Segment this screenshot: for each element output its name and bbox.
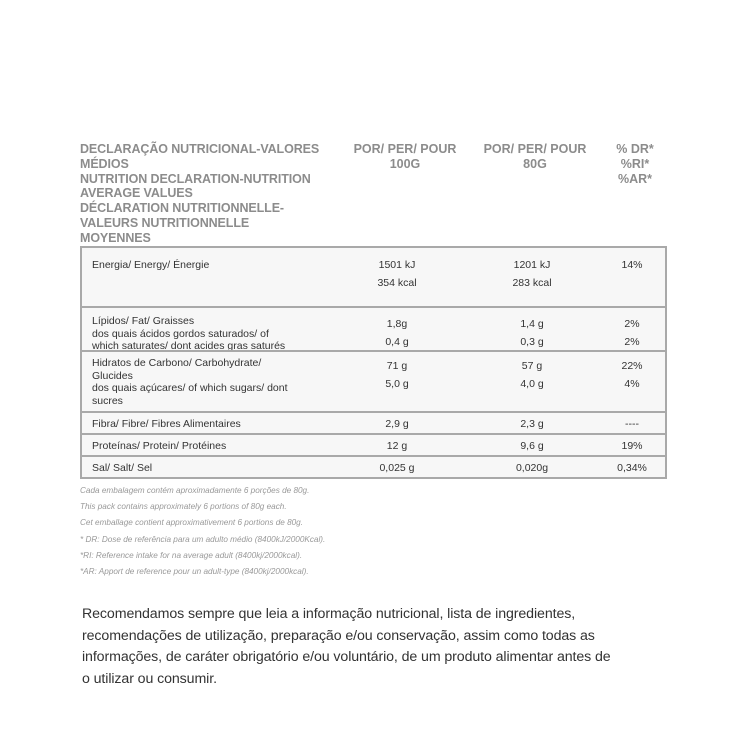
table-row-carbohydrate (82, 350, 665, 411)
row-label: Proteínas/ Protein/ Protéines (92, 440, 227, 452)
footnote: *AR: Apport de reference pour un adult-type (8400kj/2000kcal). (80, 567, 309, 577)
value-reference-intake: 19% (621, 440, 643, 452)
column-header-per-100g: POR/ PER/ POUR 100G (353, 142, 457, 171)
row-label: Lípidos/ Fat/ Graisses dos quais ácidos gordos saturados/ of which saturates/ dont acides gras saturés (92, 315, 286, 352)
row-label: Sal/ Salt/ Sel (92, 462, 153, 474)
value-per-100g: 0,025 g (379, 462, 415, 474)
value-per-100g: 1501 kJ 354 kcal (377, 259, 417, 289)
value-per-80g: 0,020g (515, 462, 549, 474)
table-row-energy (82, 248, 665, 306)
footnotes (80, 483, 420, 580)
value-per-80g: 57 g 4,0 g (520, 360, 544, 390)
value-reference-intake: 22% 4% (621, 360, 643, 390)
recommendation-paragraph: Recomendamos sempre que leia a informação nutricional, lista de ingredientes, recomendações de utilização, preparação e/ou conservação, assim como todas as informações, de caráter obrigatório e/ou voluntário, de um produto alimentar antes de o utilizar ou consumir. (82, 606, 611, 687)
table-row-fat (82, 306, 665, 350)
value-reference-intake: 2% 2% (624, 318, 640, 348)
row-label: Fibra/ Fibre/ Fibres Alimentaires (92, 418, 241, 430)
row-label: Hidratos de Carbono/ Carbohydrate/ Glucides dos quais açúcares/ of which sugars/ dont sucres (92, 357, 288, 407)
value-reference-intake: 14% (621, 259, 643, 271)
value-reference-intake: 0,34% (617, 462, 647, 474)
footnote: Cada embalagem contém aproximadamente 6 porções de 80g. (80, 486, 310, 495)
column-header-per-80g: POR/ PER/ POUR 80G (483, 142, 587, 171)
footnote: * DR: Dose de referência para um adulto médio (8400kJ/2000Kcal). (80, 534, 326, 544)
table-row-salt (82, 455, 665, 477)
value-reference-intake: ---- (625, 418, 639, 430)
value-per-100g: 2,9 g (385, 418, 409, 430)
value-per-100g: 71 g 5,0 g (385, 360, 409, 390)
value-per-80g: 1,4 g 0,3 g (520, 318, 544, 348)
column-header-reference-intake: % DR* %RI* %AR* (616, 142, 654, 186)
table-row-fibre (82, 411, 665, 433)
value-per-80g: 9,6 g (520, 440, 544, 452)
row-label: Energia/ Energy/ Énergie (92, 259, 210, 271)
value-per-100g: 12 g (386, 440, 408, 452)
value-per-80g: 1201 kJ 283 kcal (512, 259, 552, 289)
nutrition-declaration-title: DECLARAÇÃO NUTRICIONAL-VALORES MÉDIOS NUTRITION DECLARATION-NUTRITION AVERAGE VALUES DÉCLARATION NUTRITIONNELLE- VALEURS NUTRITIONNELLE MOYENNES (80, 142, 320, 245)
value-per-100g: 1,8g 0,4 g (385, 318, 409, 348)
footnote: This pack contains approximately 6 portions of 80g each. (80, 502, 287, 512)
nutrition-table (80, 246, 667, 479)
value-per-80g: 2,3 g (520, 418, 544, 430)
footnote: *RI: Reference intake for na average adult (8400kj/2000kcal). (80, 550, 303, 560)
footnote: Cet emballage contient approximativement 6 portions de 80g. (80, 518, 304, 528)
table-row-protein (82, 433, 665, 455)
